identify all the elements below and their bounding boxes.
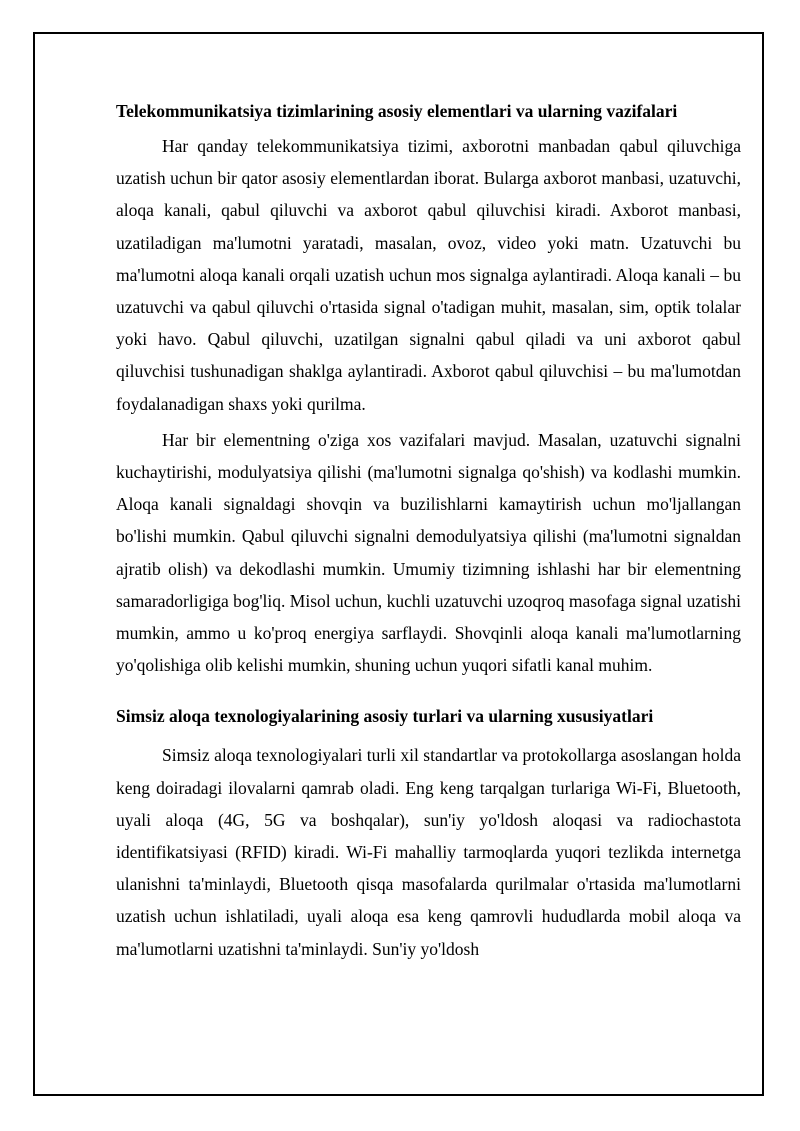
paragraph-wireless-types: Simsiz aloqa texnologiyalari turli xil standartlar va protokollarga asoslangan holda keng doiradagi ilovalarni qamrab oladi. Eng keng tarqalgan turlariga Wi-Fi, Bluetooth, uyali aloqa (4G, 5G va boshqalar), sun'iy yo'ldosh aloqasi va radiochastota identifikatsiyasi (RFID) kiradi. Wi-Fi mahalliy tarmoqlarda yuqori tezlikda internetga ulanishni ta'minlaydi, Bluetooth qisqa masofalarda qurilmalar o'rtasida ma'lumotlarni uzatish uchun ishlatiladi, uyali aloqa esa keng qamrovli hududlarda mobil aloqa va ma'lumotlarni uzatishni ta'minlaydi. Sun'iy yo'ldosh [116, 745, 741, 959]
paragraph-telecom-elements-intro: Har qanday telekommunikatsiya tizimi, axborotni manbadan qabul qiluvchiga uzatish uchun bir qator asosiy elementlardan iborat. Bularga axborot manbasi, uzatuvchi, aloqa kanali, qabul qiluvchi va axborot qabul qiluvchisi kiradi. Axborot manbasi, uzatiladigan ma'lumotni yaratadi, masalan, ovoz, video yoki matn. Uzatuvchi bu ma'lumotni aloqa kanali orqali uzatish uchun mos signalga aylantiradi. Aloqa kanali – bu uzatuvchi va qabul qiluvchi o'rtasida signal o'tadigan muhit, masalan, sim, optik tolalar yoki havo. Qabul qiluvchi, uzatilgan signalni qabul qiladi va uni axborot qabul qiluvchisi tushunadigan shaklga aylantiradi. Axborot qabul qiluvchisi – bu ma'lumotdan foydalanadigan shaxs yoki qurilma. [116, 136, 741, 414]
section-heading-wireless-types: Simsiz aloqa texnologiyalarining asosiy turlari va ularning xususiyatlari [116, 706, 654, 727]
paragraph-element-functions: Har bir elementning o'ziga xos vazifalari mavjud. Masalan, uzatuvchi signalni kuchaytirishi, modulyatsiya qilishi (ma'lumotni signalga qo'shish) va kodlashi mumkin. Aloqa kanali signaldagi shovqin va buzilishlarni kamaytirish uchun mo'ljallangan bo'lishi mumkin. Qabul qiluvchi signalni demodulyatsiya qilishi (ma'lumotni signaldan ajratib olish) va dekodlashi mumkin. Umumiy tizimning ishlashi har bir elementning samaradorligiga bog'liq. Misol uchun, kuchli uzatuvchi uzoqroq masofaga signal uzatishi mumkin, ammo u ko'proq energiya sarflaydi. Shovqinli aloqa kanali ma'lumotlarning yo'qolishiga olib kelishi mumkin, shuning uchun yuqori sifatli kanal muhim. [116, 429, 741, 676]
section-heading-telecom-elements: Telekommunikatsiya tizimlarining asosiy elementlari va ularning vazifalari [116, 101, 678, 121]
document-body [116, 96, 741, 965]
